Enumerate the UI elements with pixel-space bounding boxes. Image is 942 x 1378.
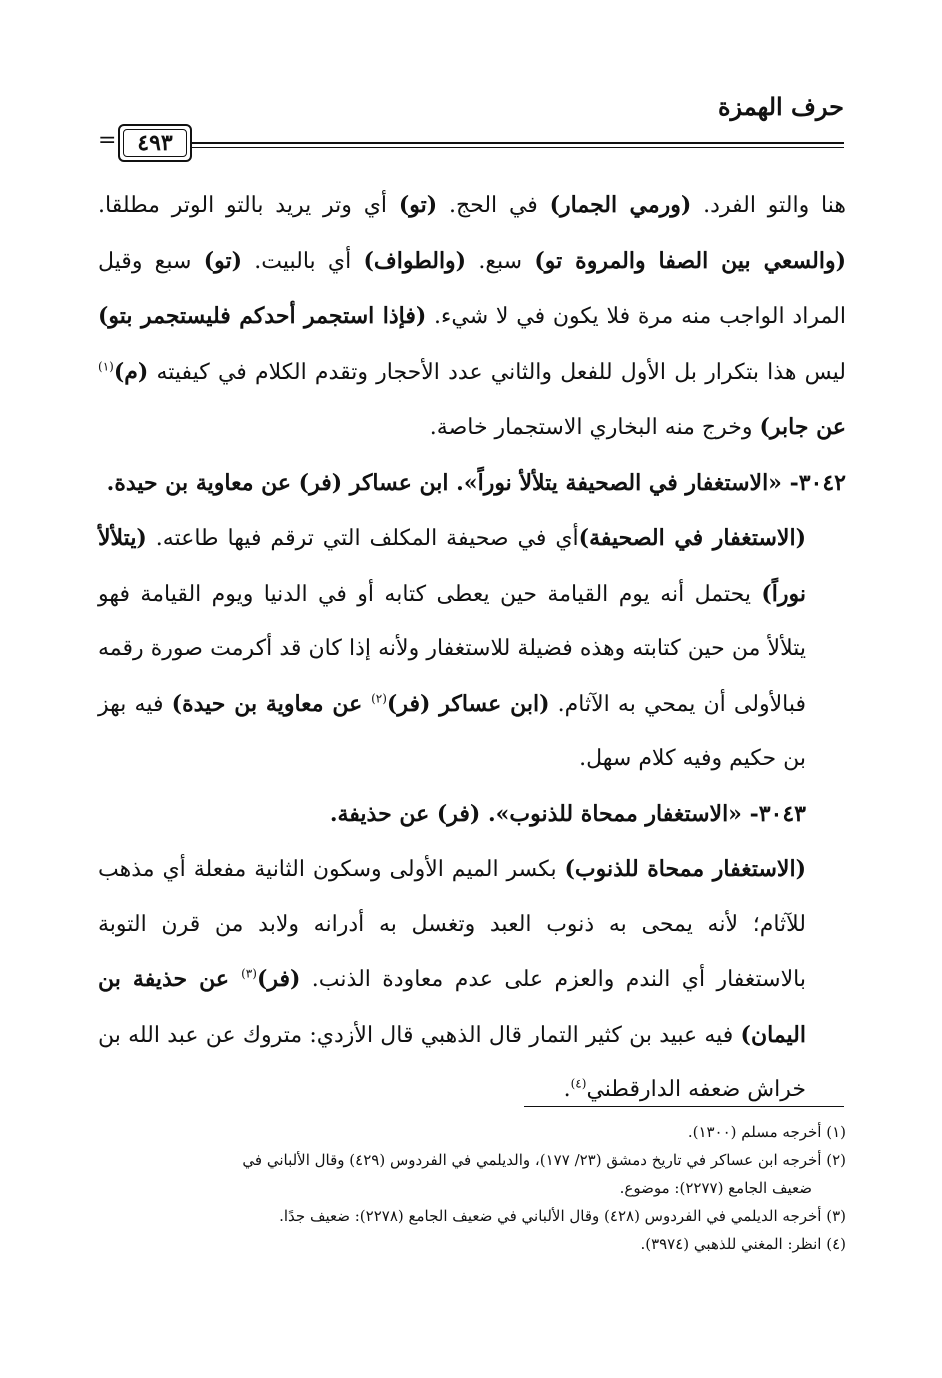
text-run: . (563, 1077, 571, 1102)
paragraph-2 (98, 511, 846, 787)
bold-run: (ورمي الجمار) (549, 192, 692, 218)
bold-run: (م) (113, 358, 149, 385)
footnote-1: (١) أخرجه مسلم (١٣٠٠). (687, 1123, 846, 1141)
body-text (98, 178, 846, 1118)
bold-run: (تو) (203, 247, 243, 274)
bold-run: (والسعي بين الصفا والمروة تو) (534, 247, 846, 274)
page-number-box (118, 124, 192, 162)
text-run: في الحج. (437, 193, 550, 218)
bold-run: (الاستغفار ممحاة للذنوب) (564, 856, 806, 882)
bold-run: (والطواف) (363, 247, 467, 274)
text-run: بكسر الميم الأولى وسكون الثانية مفعلة أي مذهب للآثام؛ لأنه يمحى به ذنوب العبد وتغسل به أدرانه ولابد من قرن التوبة بالاستغفار أي الندم والعزم على عدم معاودة الذنب. (98, 857, 806, 992)
text-run: سبع. (466, 248, 535, 274)
text-run: سبع وقيل المراد الواجب منه مرة فلا يكون في لا شيء. (98, 248, 846, 329)
text-run: فيه بهز بن حكيم وفيه كلام سهل. (98, 691, 806, 771)
text-run: أي في صحيفة المكلف التي ترقم فيها طاعته. (146, 526, 579, 551)
bold-run: (فر) (256, 966, 301, 992)
bold-run: عن معاوية بن حيدة) (171, 690, 372, 717)
header-rule (190, 142, 844, 148)
bold-run: عن حذيفة بن اليمان) (98, 966, 806, 1048)
footnote-ref-4[interactable]: (٤) (570, 1076, 587, 1091)
paragraph-1 (98, 178, 846, 456)
bold-run: عن جابر) (759, 414, 846, 440)
page-number: ٤٩٣ (137, 130, 173, 156)
bold-run: (تو) (398, 192, 438, 218)
footnote-4: (٤) انظر: المغني للذهبي (٣٩٧٤). (640, 1235, 846, 1253)
footnote-2: (٢) أخرجه ابن عساكر في تاريخ دمشق (٢٣/ ١٧٧)، والديلمي في الفردوس (٤٢٩) وقال الألباني في (242, 1151, 846, 1169)
hadith-3042 (98, 456, 846, 512)
running-title: حرف الهمزة (717, 92, 844, 121)
footnote-ref-3[interactable]: (٣) (241, 966, 257, 981)
text-run: يحتمل أنه يوم القيامة حين يعطى كتابه أو في الدنيا ويوم القيامة فهو يتلألأ من حين كتابته وهذه فضيلة للاستغفار ولأنه إذا كان قد أكرمت صورة رقمه فبالأولى أن يمحي به الآثام. (98, 581, 806, 717)
text-run: ليس هذا بتكرار بل الأول للفعل والثاني عدد الأحجار وتقدم الكلام في كيفيته (148, 359, 846, 385)
paragraph-3 (98, 842, 846, 1118)
text-run: فيه عبيد بن كثير التمار قال الذهبي قال الأزدي: متروك عن عبد الله بن خراش ضعفه الدارقطني (98, 1022, 806, 1102)
text-run: هنا والتو الفرد. (691, 193, 846, 218)
bold-run: (الاستغفار في الصحيفة) (578, 525, 806, 551)
text-run: أي بالبيت. (242, 248, 364, 274)
footnote-ref-2[interactable]: (٢) (371, 691, 387, 706)
footnote-rule (524, 1106, 844, 1107)
text-run: وخرج منه البخاري الاستجمار خاصة. (429, 415, 760, 440)
bold-run: (فإذا استجمر أحدكم فليستجمر بتو) (98, 303, 427, 329)
text-run: أي وتر يريد بالتو الوتر مطلقا. (98, 193, 399, 218)
footnote-ref-1[interactable]: (١) (98, 359, 114, 374)
footnote-3: (٣) أخرجه الديلمي في الفردوس (٤٢٨) وقال الألباني في ضعيف الجامع (٢٢٧٨): ضعيف جدًا. (279, 1207, 846, 1225)
hadith-heading: ٣٠٤٢- «الاستغفار في الصحيفة يتلألأ نوراً». ابن عساكر (فر) عن معاوية بن حيدة. (106, 469, 846, 496)
hadith-3043 (98, 787, 846, 843)
hadith-heading: ٣٠٤٣- «الاستغفار ممحاة للذنوب». (فر) عن حذيفة. (329, 800, 806, 827)
footnotes (98, 1118, 846, 1258)
bold-run: (ابن عساكر (فر) (386, 690, 550, 717)
bold-run: (يتلألأ نوراً) (98, 525, 806, 607)
page-dash: = (98, 128, 117, 153)
footnote-2-cont: ضعيف الجامع (٢٢٧٧): موضوع. (619, 1179, 812, 1197)
